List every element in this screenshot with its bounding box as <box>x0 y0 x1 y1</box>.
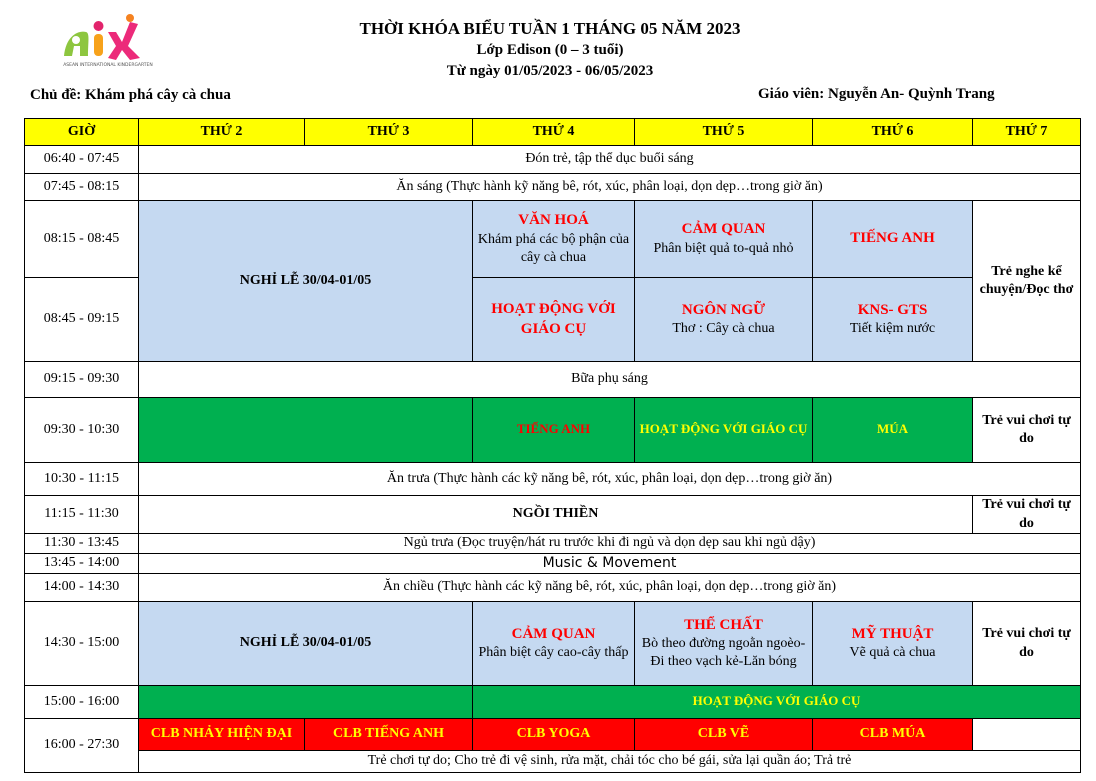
activity-cell <box>473 602 635 686</box>
subject-label: MÚA <box>876 420 909 436</box>
col-header-tue: THỨ 3 <box>305 119 473 146</box>
green-cell <box>139 398 473 463</box>
holiday-cell: NGHỈ LỄ 30/04-01/05 <box>139 602 473 686</box>
subject-label: CẢM QUAN <box>681 221 766 238</box>
time-cell: 08:45 - 09:15 <box>25 278 139 362</box>
activity-cell <box>473 278 635 362</box>
table-row <box>25 398 1081 463</box>
activity-cell: Ăn chiều (Thực hành các kỹ năng bê, rót, xúc, phân loại, dọn dẹp…trong giờ ăn) <box>139 574 1081 602</box>
date-range: Từ ngày 01/05/2023 - 06/05/2023 <box>446 63 654 79</box>
club-cell: CLB VẼ <box>635 719 813 751</box>
col-header-thu: THỨ 5 <box>635 119 813 146</box>
table-row <box>25 201 1081 278</box>
subject-label: TIẾNG ANH <box>516 420 591 436</box>
activity-cell <box>635 278 813 362</box>
activity-cell <box>635 398 813 463</box>
activity-cell <box>635 602 813 686</box>
time-cell: 15:00 - 16:00 <box>25 686 139 719</box>
club-cell: CLB MÚA <box>813 719 973 751</box>
table-row <box>25 463 1081 496</box>
table-row <box>25 602 1081 686</box>
time-cell: 06:40 - 07:45 <box>25 146 139 174</box>
empty-cell <box>973 719 1081 751</box>
activity-cell: Ăn sáng (Thực hành kỹ năng bê, rót, xúc, phân loại, dọn dẹp…trong giờ ăn) <box>139 174 1081 201</box>
saturday-cell: Trẻ vui chơi tự do <box>973 602 1081 686</box>
activity-cell <box>813 602 973 686</box>
teacher-label: Giáo viên: Nguyễn An- Quỳnh Trang <box>758 86 995 102</box>
time-cell: 08:15 - 08:45 <box>25 201 139 278</box>
col-header-fri: THỨ 6 <box>813 119 973 146</box>
class-name: Lớp Edison (0 – 3 tuổi) <box>476 42 624 58</box>
time-cell: 09:15 - 09:30 <box>25 362 139 398</box>
activity-cell: Đón trẻ, tập thể dục buổi sáng <box>139 146 1081 174</box>
club-cell: CLB TIẾNG ANH <box>305 719 473 751</box>
activity-cell: Music & Movement <box>139 554 1081 574</box>
table-row <box>25 686 1081 719</box>
col-header-wed: THỨ 4 <box>473 119 635 146</box>
activity-cell <box>473 686 1081 719</box>
time-cell: 11:30 - 13:45 <box>25 534 139 554</box>
col-header-sat: THỨ 7 <box>973 119 1081 146</box>
timetable <box>24 118 1081 773</box>
activity-cell: NGỒI THIỀN <box>139 496 973 534</box>
table-row <box>25 534 1081 554</box>
subject-label: CẢM QUAN <box>511 625 596 642</box>
col-header-mon: THỨ 2 <box>139 119 305 146</box>
subject-label: HOẠT ĐỘNG VỚI GIÁO CỤ <box>639 420 808 436</box>
table-row <box>25 146 1081 174</box>
time-cell: 10:30 - 11:15 <box>25 463 139 496</box>
activity-cell <box>813 398 973 463</box>
table-row <box>25 496 1081 534</box>
time-cell: 16:00 - 27:30 <box>25 719 139 773</box>
activity-cell <box>473 398 635 463</box>
time-cell: 11:15 - 11:30 <box>25 496 139 534</box>
saturday-cell: Trẻ vui chơi tự do <box>973 496 1081 534</box>
table-row <box>25 362 1081 398</box>
subject-label: THỂ CHẤT <box>684 616 763 633</box>
activity-cell: Bữa phụ sáng <box>139 362 1081 398</box>
topic-label: Chủ đề: Khám phá cây cà chua <box>30 87 231 103</box>
activity-cell: Ăn trưa (Thực hành các kỹ năng bê, rót, xúc, phân loại, dọn dẹp…trong giờ ăn) <box>139 463 1081 496</box>
table-row <box>25 174 1081 201</box>
activity-cell: Trẻ chơi tự do; Cho trẻ đi vệ sinh, rửa mặt, chải tóc cho bé gái, sửa lại quần áo; Trả trẻ <box>139 751 1081 773</box>
col-header-time: GIỜ <box>25 119 139 146</box>
subject-label: MỸ THUẬT <box>851 625 934 642</box>
club-cell: CLB NHẢY HIỆN ĐẠI <box>139 719 305 751</box>
time-cell: 14:00 - 14:30 <box>25 574 139 602</box>
subject-label: KNS- GTS <box>857 301 928 318</box>
time-cell: 09:30 - 10:30 <box>25 398 139 463</box>
subject-label: HOẠT ĐỘNG VỚI GIÁO CỤ <box>491 301 616 337</box>
table-row <box>25 554 1081 574</box>
activity-desc: Phân biệt cây cao-cây thấp <box>478 645 629 661</box>
activity-cell <box>813 201 973 278</box>
time-cell: 13:45 - 14:00 <box>25 554 139 574</box>
activity-cell: Ngủ trưa (Đọc truyện/hát ru trước khi đi ngủ và dọn dẹp sau khi ngủ dậy) <box>139 534 1081 554</box>
subject-label: VĂN HOÁ <box>518 212 589 229</box>
activity-cell <box>813 278 973 362</box>
table-row <box>25 719 1081 751</box>
logo-subtitle: ASEAN INTERNATIONAL KINDERGARTEN <box>63 63 153 68</box>
subject-label: HOẠT ĐỘNG VỚI GIÁO CỤ <box>692 692 861 708</box>
table-row <box>25 751 1081 773</box>
activity-desc: Tiết kiệm nước <box>849 321 936 337</box>
saturday-cell: Trẻ nghe kể chuyện/Đọc thơ <box>973 201 1081 362</box>
subject-label: TIẾNG ANH <box>850 230 935 247</box>
activity-desc: Phân biệt quả to-quả nhỏ <box>653 240 794 256</box>
time-cell: 14:30 - 15:00 <box>25 602 139 686</box>
green-cell <box>139 686 473 719</box>
activity-desc: Bò theo đường ngoằn ngoèo-Đi theo vạch kẻ-Lăn bóng <box>641 636 806 670</box>
activity-desc: Khám phá các bộ phận của cây cà chua <box>477 231 630 265</box>
activity-desc: Vẽ quả cà chua <box>849 645 936 661</box>
table-row <box>25 574 1081 602</box>
subject-label: NGÔN NGỮ <box>681 301 766 318</box>
club-cell: CLB YOGA <box>473 719 635 751</box>
header-row <box>25 119 1081 146</box>
activity-cell <box>635 201 813 278</box>
holiday-cell: NGHỈ LỄ 30/04-01/05 <box>139 201 473 362</box>
activity-desc: Thơ : Cây cà chua <box>672 321 775 337</box>
time-cell: 07:45 - 08:15 <box>25 174 139 201</box>
timetable-title: THỜI KHÓA BIỂU TUẦN 1 THÁNG 05 NĂM 2023 <box>359 19 741 38</box>
activity-cell <box>473 201 635 278</box>
saturday-cell: Trẻ vui chơi tự do <box>973 398 1081 463</box>
